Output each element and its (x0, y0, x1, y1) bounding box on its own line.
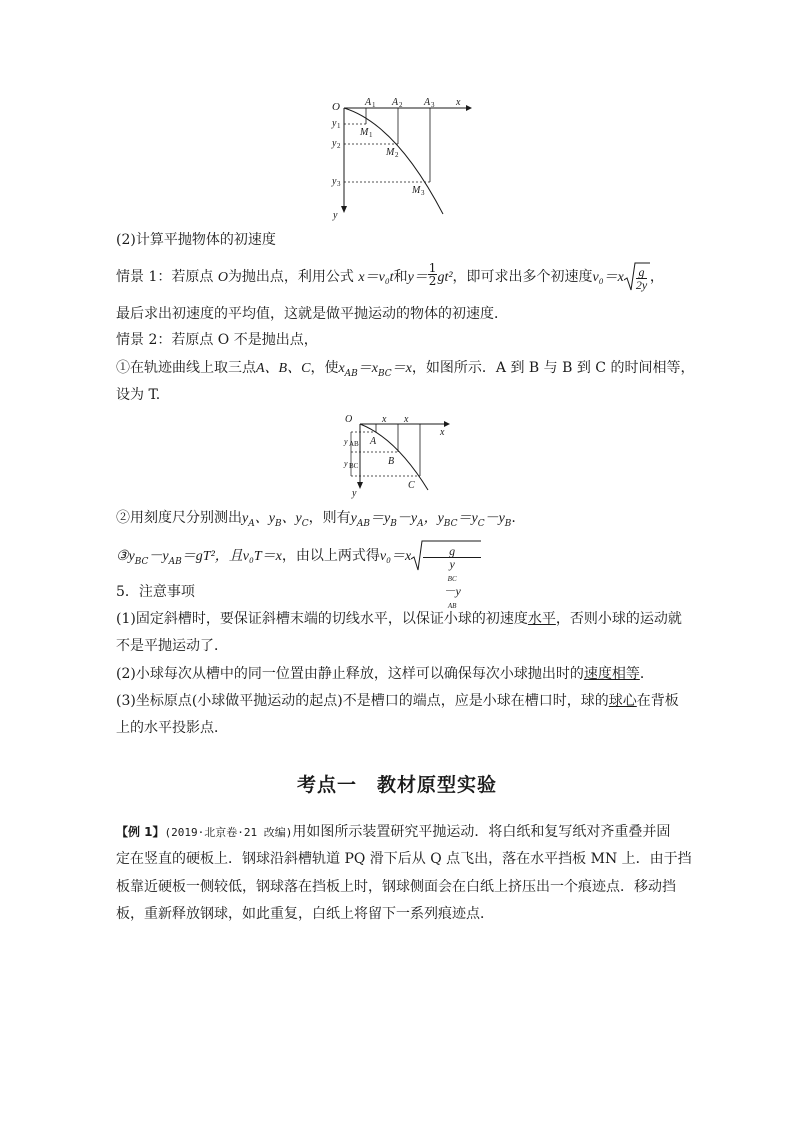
step2-y-ab: y (350, 511, 357, 526)
step2-eq1-sub2: A (417, 518, 424, 529)
note1-underlined: 水平 (527, 611, 556, 627)
note3-underlined: 球心 (608, 693, 637, 709)
frac-num: 1 (428, 260, 437, 275)
point-b-label: B (388, 456, 395, 467)
step3-c: ＝gT²，且 (181, 549, 243, 564)
case1-line1 (116, 262, 680, 293)
step3-den-mid: －y (443, 584, 461, 598)
x-axis-label: x (456, 97, 461, 108)
case1-mid2: ，即可求出多个初速度 (452, 269, 593, 285)
step1-points: A、B、C (256, 361, 311, 376)
a2-label: A (392, 97, 399, 108)
note1-b: ，否则小球的运动就 (555, 611, 682, 627)
m2-sub: 2 (395, 151, 399, 159)
step1-sub-ab: AB (344, 368, 358, 379)
example-line3: 板靠近硬板一侧较低，钢球落在挡板上时，钢球侧面会在白纸上挤压出一个痕迹点．移动挡 (116, 879, 676, 895)
top-x-label-1: x (382, 414, 387, 425)
case1-prefix: 情景 1：若原点 (116, 269, 214, 285)
step2-eq1-mid: －y (396, 511, 418, 526)
step2-eq1-sub1: B (390, 518, 397, 529)
notes-title: 5．注意事项 (116, 584, 195, 600)
point-c-label: C (408, 480, 415, 491)
step2-yb: 、y (254, 511, 275, 526)
step3-den-b-sub: AB (447, 602, 457, 610)
step2-line (116, 506, 680, 537)
example-tag: 【例 1】 (116, 825, 165, 839)
case1-and: 和 (393, 269, 408, 285)
step2-y-bc: ，y (423, 511, 444, 526)
y1-sub: 1 (337, 122, 341, 130)
step2-y-bc-sub: BC (443, 518, 458, 529)
step1-text-b: ，使 (310, 360, 339, 376)
trajectory-figure-1 (326, 94, 476, 219)
step2-ya: y (242, 511, 249, 526)
note-3 (116, 689, 680, 714)
m3-label: M (412, 185, 421, 196)
sqrt-g-over-2y (624, 262, 650, 292)
step2-sub-a: A (248, 518, 255, 529)
step2-text-a: ②用刻度尺分别测出 (116, 510, 242, 526)
step3-a-sub: BC (134, 556, 149, 567)
step3-den-a-sub: BC (447, 575, 457, 583)
y-ab-label: y (344, 437, 348, 446)
sqrt-g-over-ybc-minus-yab (411, 540, 481, 610)
step1-text-c: ，如图所示．A 到 B 与 B 到 C 的时间相等， (411, 360, 695, 376)
frac-den: 2 (428, 273, 437, 288)
y-axis-label: y (352, 488, 357, 499)
y-axis-arrow-icon (341, 206, 347, 213)
step3-b-sub: AB (168, 556, 182, 567)
example-line2: 定在竖直的硬板上．钢球沿斜槽轨道 PQ 滑下后从 Q 点飞出，落在水平挡板 MN 上．由于挡 (116, 851, 692, 867)
case2-step1-line2: 设为 T. (116, 387, 161, 403)
y2-sub: 2 (337, 142, 341, 150)
note-3-line2: 上的水平投影点． (116, 720, 228, 736)
note3-a: (3)坐标原点(小球做平抛运动的起点)不是槽口的端点，应是小球在槽口时，球的 (116, 693, 609, 709)
step2-y-ab-sub: AB (356, 518, 371, 529)
note-2 (116, 662, 680, 687)
note3-b: 在背板 (636, 693, 679, 709)
y-axis-arrow-icon (357, 482, 363, 489)
case1-v0-eq: v₀＝x (592, 270, 624, 285)
a1-label: A (365, 97, 372, 108)
example-source: (2019·北京卷·21 改编) (164, 826, 293, 839)
note-1 (116, 607, 680, 632)
step3-f: v₀＝x (379, 549, 412, 564)
step1-eq-end: ＝x (391, 361, 412, 376)
step2-end: . (511, 510, 516, 526)
step2-eq2: ＝y (457, 511, 478, 526)
note2-b: ． (639, 666, 654, 682)
m1-label: M (360, 127, 369, 138)
y3-sub: 3 (337, 180, 341, 188)
m3-sub: 3 (421, 189, 425, 197)
top-x-label-2: x (404, 414, 409, 425)
step2-eq2-mid: －y (484, 511, 505, 526)
y3-label: y (332, 176, 337, 187)
step2-eq2-sub2: B (504, 518, 512, 529)
m2-label: M (386, 147, 395, 158)
m1-sub: 1 (369, 131, 373, 139)
y-ab-sub: AB (349, 440, 359, 448)
step2-yc: 、y (281, 511, 302, 526)
y-bc-label: y (344, 459, 348, 468)
origin-label: O (332, 101, 340, 113)
step1-sub-bc: BC (378, 368, 392, 379)
trajectory-figure-2 (336, 410, 456, 500)
step2-sub-b: B (274, 518, 282, 529)
a2-sub: 2 (399, 101, 403, 109)
example-line1 (116, 820, 680, 845)
sqrt-num: g (636, 266, 647, 279)
step2-text-b: ，则有 (308, 510, 351, 526)
step2-eq1: ＝y (370, 511, 391, 526)
example-text-1: 用如图所示装置研究平抛运动．将白纸和复写纸对齐重叠并固 (292, 824, 671, 840)
step1-eq-mid: ＝x (357, 361, 379, 376)
example-line4: 板，重新释放钢球，如此重复，白纸上将留下一系列痕迹点． (116, 906, 494, 922)
a3-sub: 3 (431, 101, 435, 109)
step1-x: x (338, 361, 345, 376)
step3-den-a: y (449, 557, 455, 571)
origin-label: O (345, 414, 353, 425)
y-axis-label: y (333, 210, 338, 221)
trajectory-curve (344, 108, 443, 214)
step3-a: ③y (116, 549, 135, 564)
step3-d: v₀T＝x (242, 549, 282, 564)
case2-line1: 情景 2：若原点 O 不是抛出点， (116, 332, 318, 348)
section-calc-title: (2)计算平抛物体的初速度 (116, 232, 276, 248)
case1-formula1: x＝v₀t (358, 270, 394, 285)
step2-sub-c: C (301, 518, 309, 529)
case1-y-eq: y＝ (407, 270, 428, 285)
a1-sub: 1 (372, 101, 376, 109)
y2-label: y (332, 138, 337, 149)
note-1-line2: 不是平抛运动了． (116, 638, 228, 654)
note1-a: (1)固定斜槽时，要保证斜槽末端的切线水平，以保证小球的初速度 (116, 611, 528, 627)
x-axis-label: x (440, 427, 445, 438)
x-axis-arrow-icon (466, 105, 472, 111)
x-axis-arrow-icon (444, 421, 450, 427)
section-heading: 考点一 教材原型实验 (296, 774, 497, 796)
step1-text-a: ①在轨迹曲线上取三点 (116, 360, 256, 376)
step3-b: －y (148, 549, 169, 564)
note2-underlined: 速度相等 (583, 666, 640, 682)
a3-label: A (424, 97, 431, 108)
point-a-label: A (370, 436, 377, 447)
case1-mid1: 为抛出点，利用公式 (227, 269, 354, 285)
case1-gt2: gt² (437, 270, 453, 285)
half-fraction (428, 262, 438, 287)
case1-origin: O (217, 270, 228, 285)
note2-a: (2)小球每次从槽中的同一位置由静止释放，这样可以确保每次小球抛出时的 (116, 666, 584, 682)
y-bc-sub: BC (349, 462, 359, 470)
step3-e: ，由以上两式得 (281, 548, 380, 564)
case1-end: ， (649, 269, 664, 285)
step2-eq2-sub1: C (477, 518, 485, 529)
sqrt-den: 2y (635, 278, 648, 292)
case1-line2: 最后求出初速度的平均值，这就是做平抛运动的物体的初速度． (116, 306, 508, 322)
y1-label: y (332, 118, 337, 129)
step3-sqrt-num: g (423, 545, 481, 558)
